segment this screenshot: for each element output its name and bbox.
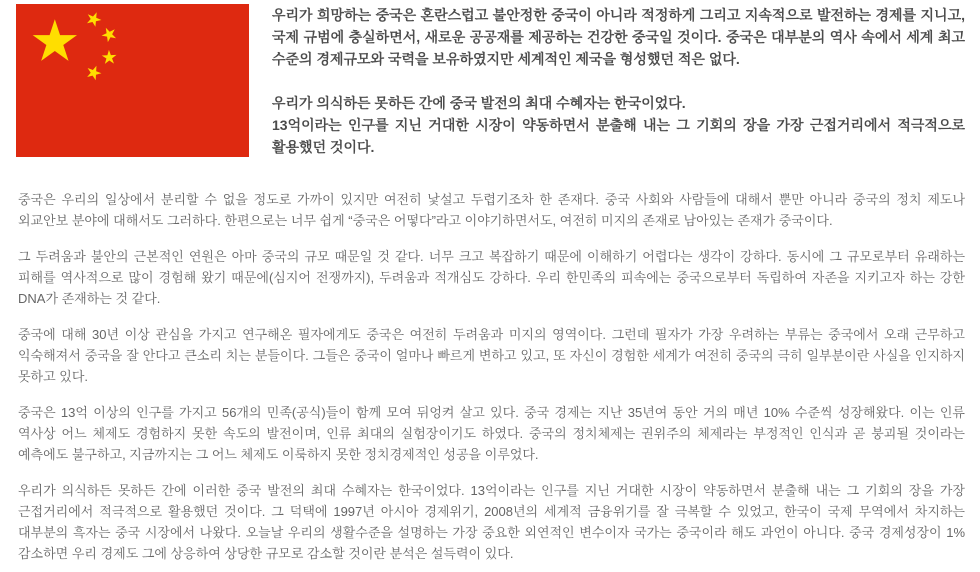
intro-paragraph-2-line-2: 13억이라는 인구를 지닌 거대한 시장이 약동하면서 분출해 내는 그 기회의 장을 가장 근접거리에서 적극적으로 활용했던 것이다.: [272, 117, 965, 155]
intro-section: [0, 0, 980, 158]
article-paragraph-1: 중국은 우리의 일상에서 분리할 수 없을 정도로 가까이 있지만 여전히 낯설고 두렵기조차 한 존재다. 중국 사회와 사람들에 대해서 뿐만 아니라 중국의 정치 제도나 외교안보 분야에 대해서도 그러하다. 한편으로는 너무 쉽게 “중국은 어떻다”라고 이야기하면서도, 여전히 미지의 존재로 남아있는 존재가 중국이다.: [18, 192, 965, 228]
intro-paragraph-2: [272, 92, 965, 158]
article-body: [0, 189, 980, 564]
article-paragraph-2: 그 두려움과 불안의 근본적인 연원은 아마 중국의 규모 때문일 것 같다. 너무 크고 복잡하기 때문에 이해하기 어렵다는 생각이 강하다. 동시에 그 규모로부터 유래하는 피해를 역사적으로 많이 경험해 왔기 때문에(심지어 전쟁까지), 두려움과 적개심도 강하다. 우리 한민족의 피속에는 중국으로부터 독립하여 자존을 지키고자 하는 강한 DNA가 존재하는 것 같다.: [18, 249, 965, 306]
china-flag-icon: [16, 4, 249, 157]
china-flag-image: [16, 4, 249, 157]
intro-paragraph-1: 우리가 희망하는 중국은 혼란스럽고 불안정한 중국이 아니라 적정하게 그리고 지속적으로 발전하는 경제를 지니고, 국제 규범에 충실하면서, 새로운 공공재를 제공하는 건강한 중국일 것이다. 중국은 대부분의 역사 속에서 세계 최고 수준의 경제규모와 국력을 보유하였지만 세계적인 제국을 형성했던 적은 없다.: [272, 7, 965, 67]
article-paragraph-5: 우리가 의식하든 못하든 간에 이러한 중국 발전의 최대 수혜자는 한국이었다. 13억이라는 인구를 지닌 거대한 시장이 약동하면서 분출해 내는 그 기회의 장을 가장 근접거리에서 적극적으로 활용했던 것이다. 그 덕택에 1997년 아시아 경제위기, 2008년의 세계적 금융위기를 잘 극복할 수 있었고, 한국이 국제 무역에서 차지하는 대부분의 흑자는 중국 시장에서 나왔다. 오늘날 우리의 생활수준을 설명하는 가장 중요한 외연적인 변수이자 국가는 중국이라 해도 과언이 아니다. 중국 경제성장이 1% 감소하면 우리 경제도 그에 상응하여 상당한 규모로 감소할 것이란 분석은 설득력이 있다.: [18, 483, 965, 561]
article-paragraph-3: 중국에 대해 30년 이상 관심을 가지고 연구해온 필자에게도 중국은 여전히 두려움과 미지의 영역이다. 그런데 필자가 가장 우려하는 부류는 중국에서 오래 근무하고 익숙해져서 중국을 잘 안다고 큰소리 치는 분들이다. 그들은 중국이 얼마나 빠르게 변하고 있고, 또 자신이 경험한 세계가 여전히 중국의 극히 일부분이란 사실을 인지하지 못하고 있다.: [18, 327, 965, 384]
intro-paragraph-2-line-1: 우리가 의식하든 못하든 간에 중국 발전의 최대 수혜자는 한국이었다.: [272, 95, 686, 111]
intro-text-block: [272, 4, 965, 158]
article-paragraph-4: 중국은 13억 이상의 인구를 가지고 56개의 민족(공식)들이 함께 모여 뒤엉켜 살고 있다. 중국 경제는 지난 35년여 동안 거의 매년 10% 수준씩 성장해왔다. 이는 인류 역사상 어느 체제도 경험하지 못한 속도의 발전이며, 인류 최대의 실험장이기도 하였다. 중국의 정치체제는 권위주의 체제라는 부정적인 인식과 곧 붕괴될 것이라는 예측에도 불구하고, 지금까지는 그 어느 체제도 이룩하지 못한 정치경제적인 성공을 이루었다.: [18, 405, 965, 462]
